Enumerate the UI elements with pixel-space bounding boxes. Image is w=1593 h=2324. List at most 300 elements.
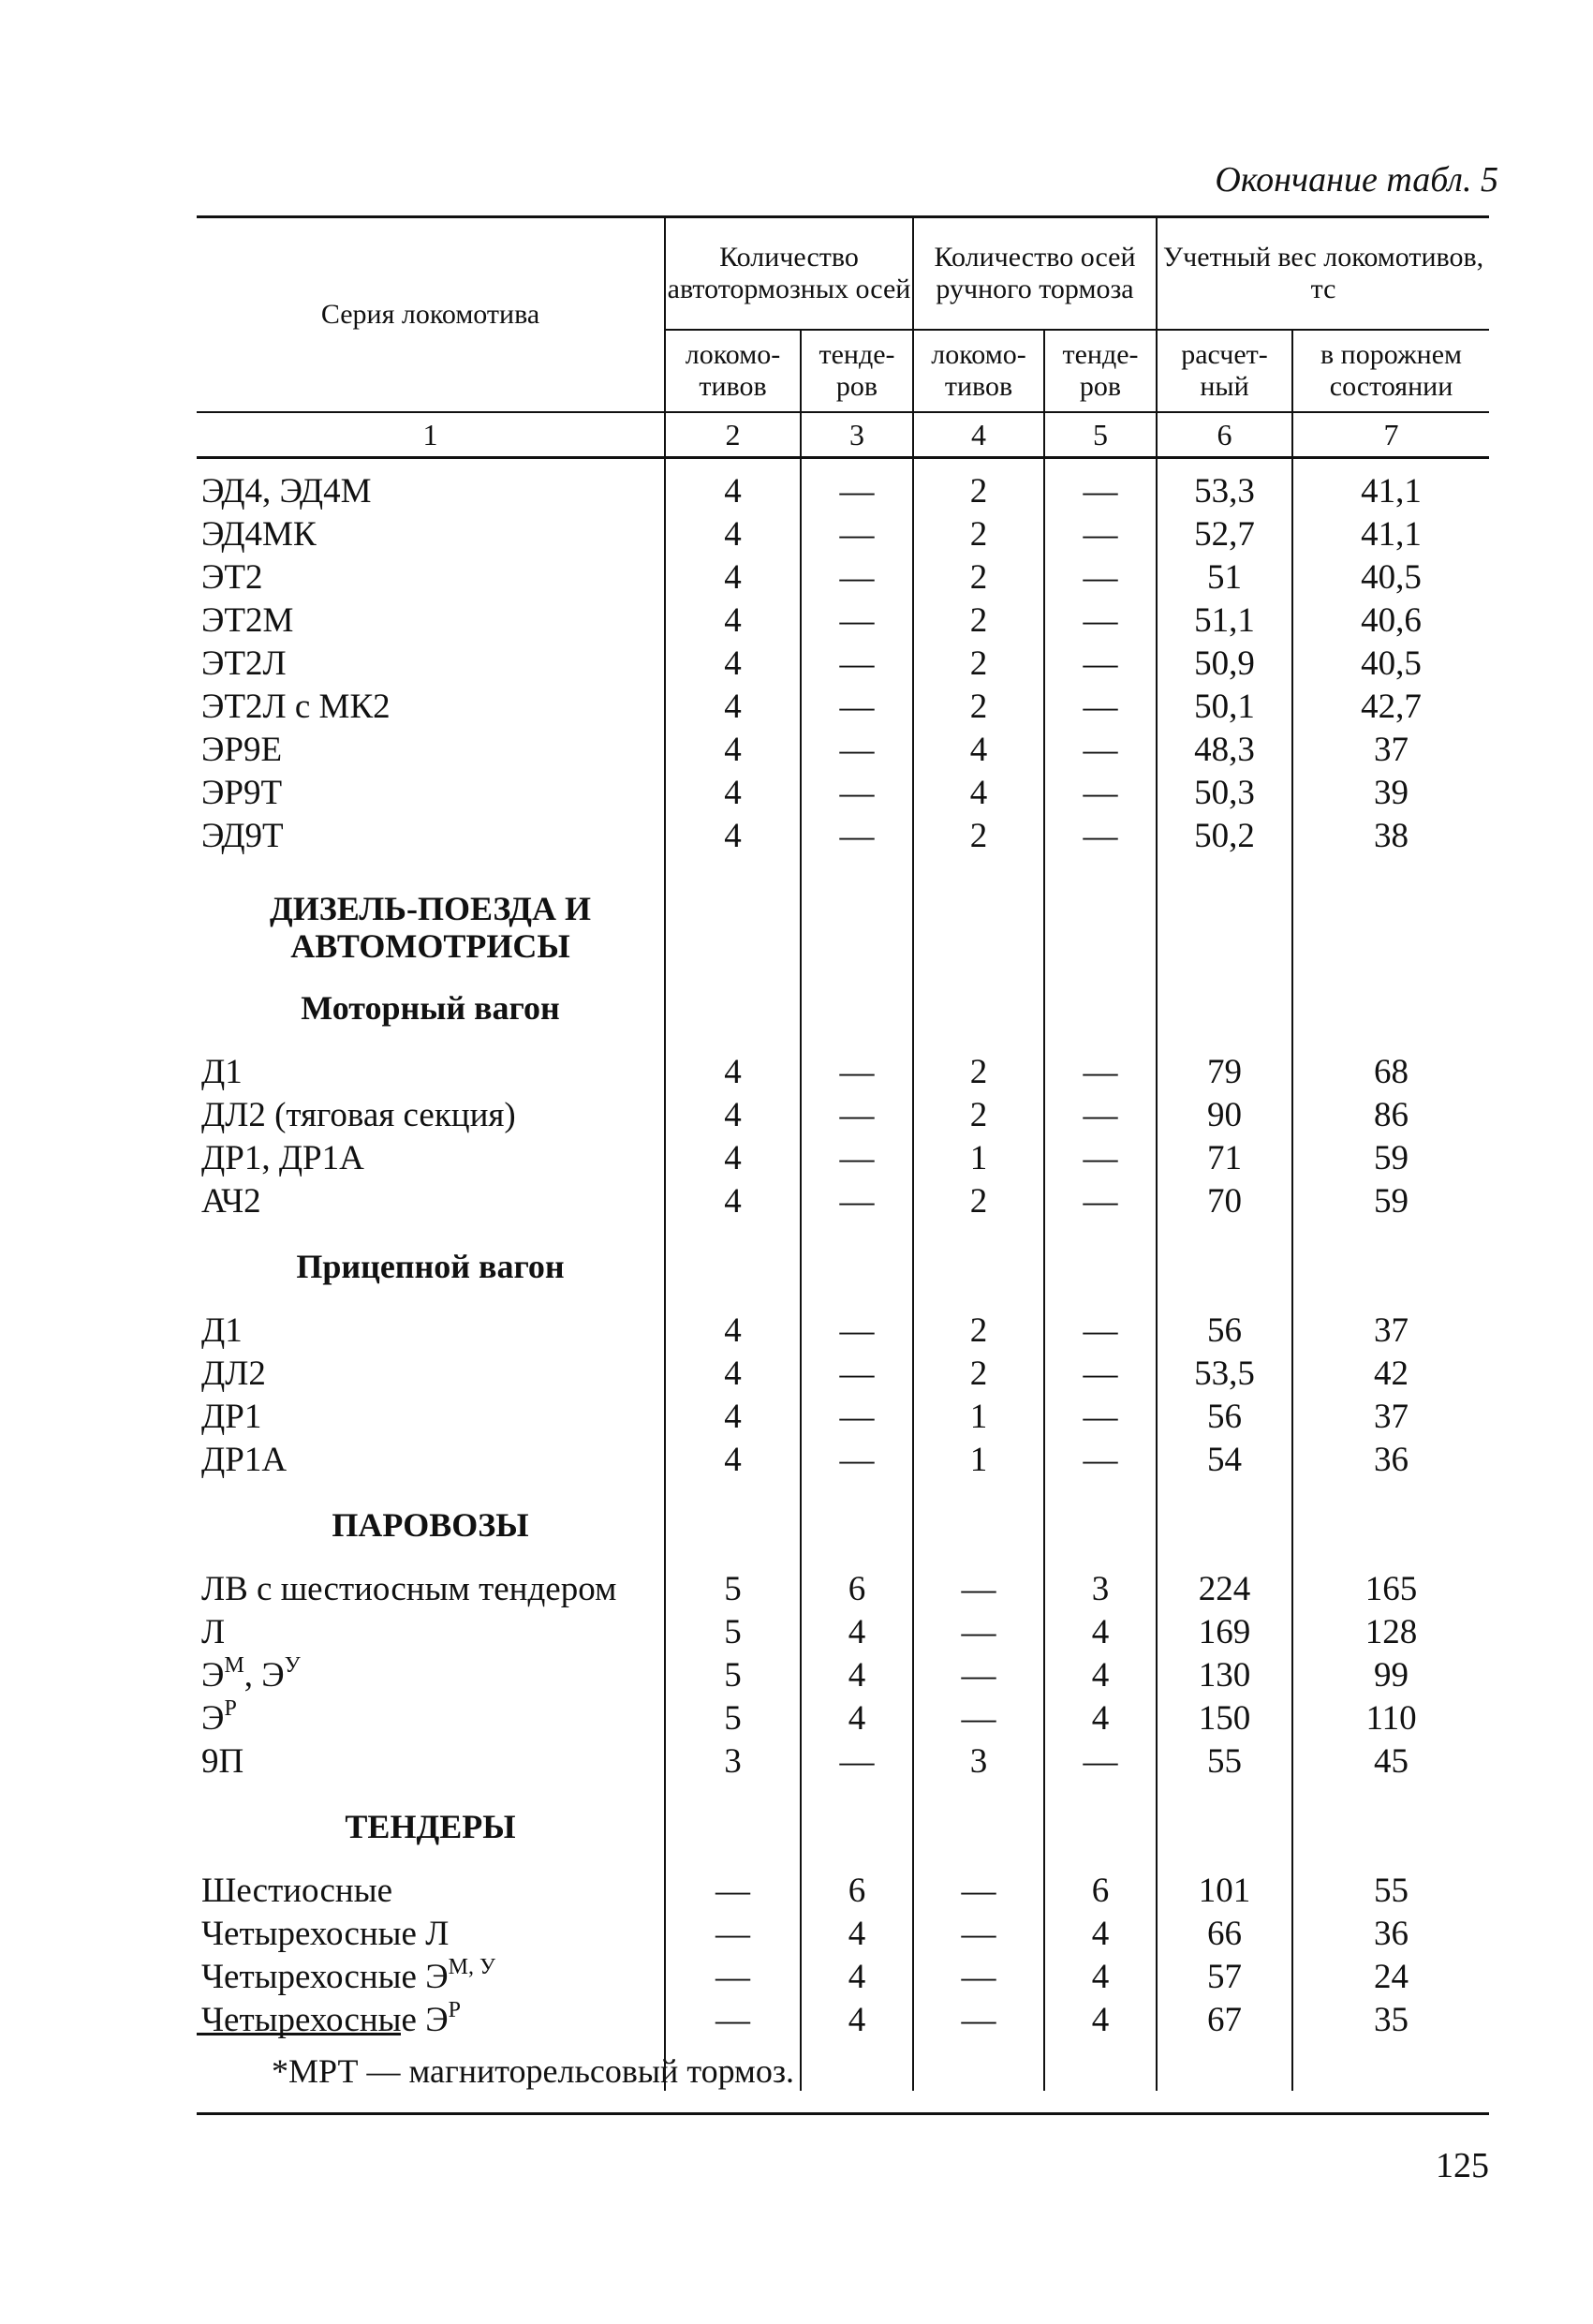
table-row — [197, 1094, 1489, 1137]
value-cell: — — [913, 1557, 1044, 1611]
empty-cell — [665, 858, 801, 965]
value-cell: — — [665, 1956, 801, 1999]
value-cell: 2 — [913, 600, 1044, 643]
empty-cell — [801, 1784, 913, 1858]
value-cell: 39 — [1292, 772, 1489, 815]
series-name-text: ДЛ2 (тяговая секция) — [201, 1096, 516, 1134]
series-name-text: ДЛ2 — [201, 1354, 266, 1393]
column-number: 3 — [801, 412, 913, 458]
table-row — [197, 1137, 1489, 1180]
series-name — [197, 1094, 665, 1137]
series-name — [197, 1858, 665, 1913]
value-cell: — — [801, 686, 913, 729]
series-name-text: Э — [201, 1656, 225, 1695]
series-name — [197, 1137, 665, 1180]
series-name — [197, 815, 665, 858]
series-name-text: АЧ2 — [201, 1182, 261, 1221]
value-cell: 48,3 — [1157, 729, 1292, 772]
series-name-text: ДР1А — [201, 1441, 288, 1479]
table-row — [197, 513, 1489, 556]
page-number: 125 — [1436, 2146, 1489, 2185]
value-cell: — — [801, 600, 913, 643]
value-cell: 2 — [913, 513, 1044, 556]
value-cell: 4 — [665, 1396, 801, 1439]
value-cell: — — [1044, 643, 1157, 686]
value-cell: — — [913, 1999, 1044, 2091]
value-cell: 5 — [665, 1611, 801, 1654]
empty-cell — [801, 965, 913, 1040]
series-name — [197, 1697, 665, 1740]
locomotive-data-table — [197, 215, 1489, 2091]
value-cell: 55 — [1157, 1740, 1292, 1784]
value-cell: 4 — [665, 1298, 801, 1353]
empty-cell — [665, 965, 801, 1040]
series-name-text: ЭД9Т — [201, 817, 284, 855]
value-cell: 38 — [1292, 815, 1489, 858]
value-cell: 5 — [665, 1557, 801, 1611]
value-cell: — — [1044, 1094, 1157, 1137]
header-tender: тенде-ров — [801, 330, 913, 412]
series-name — [197, 513, 665, 556]
value-cell: 2 — [913, 1094, 1044, 1137]
series-name — [197, 1956, 665, 1999]
value-cell: — — [1044, 1396, 1157, 1439]
section-heading-row — [197, 965, 1489, 1040]
table-row — [197, 1557, 1489, 1611]
superscript: Р — [448, 1997, 461, 2022]
value-cell: 2 — [913, 458, 1044, 514]
series-name-text: ЭТ2 — [201, 558, 263, 597]
value-cell: 224 — [1157, 1557, 1292, 1611]
empty-cell — [1292, 858, 1489, 965]
empty-cell — [665, 1784, 801, 1858]
value-cell: — — [801, 1298, 913, 1353]
value-cell: — — [801, 458, 913, 514]
value-cell: 4 — [665, 600, 801, 643]
section-heading: ПАРОВОЗЫ — [332, 1506, 529, 1544]
empty-cell — [665, 1482, 801, 1557]
value-cell: — — [1044, 458, 1157, 514]
value-cell: 6 — [801, 1858, 913, 1913]
value-cell: — — [801, 772, 913, 815]
value-cell: — — [913, 1913, 1044, 1956]
empty-cell — [1292, 1784, 1489, 1858]
footnote-rule — [197, 2033, 401, 2035]
value-cell: — — [801, 556, 913, 600]
column-number: 4 — [913, 412, 1044, 458]
empty-cell — [1292, 965, 1489, 1040]
value-cell: — — [1044, 1353, 1157, 1396]
empty-cell — [1044, 858, 1157, 965]
table-row — [197, 643, 1489, 686]
value-cell: 59 — [1292, 1137, 1489, 1180]
value-cell: 169 — [1157, 1611, 1292, 1654]
value-cell: — — [1044, 556, 1157, 600]
series-name — [197, 1654, 665, 1697]
value-cell: 4 — [665, 1094, 801, 1137]
empty-cell — [1044, 1482, 1157, 1557]
value-cell: — — [801, 1740, 913, 1784]
value-cell: 4 — [801, 1999, 913, 2091]
value-cell: 68 — [1292, 1040, 1489, 1094]
table-row — [197, 772, 1489, 815]
value-cell: 86 — [1292, 1094, 1489, 1137]
empty-cell — [913, 965, 1044, 1040]
value-cell: 4 — [665, 1180, 801, 1223]
empty-cell — [1044, 1223, 1157, 1298]
value-cell: 36 — [1292, 1913, 1489, 1956]
value-cell: — — [801, 513, 913, 556]
value-cell: 51 — [1157, 556, 1292, 600]
value-cell: 4 — [801, 1956, 913, 1999]
table-continuation-heading: Окончание табл. 5 — [1215, 160, 1498, 200]
value-cell: 2 — [913, 815, 1044, 858]
value-cell: — — [801, 1137, 913, 1180]
value-cell: — — [1044, 729, 1157, 772]
empty-cell — [801, 1223, 913, 1298]
series-name — [197, 643, 665, 686]
empty-cell — [1157, 858, 1292, 965]
value-cell: — — [1044, 1137, 1157, 1180]
empty-cell — [1157, 1784, 1292, 1858]
value-cell: 42 — [1292, 1353, 1489, 1396]
value-cell: 3 — [913, 1740, 1044, 1784]
value-cell: 2 — [913, 1180, 1044, 1223]
header-series: Серия локомотива — [197, 217, 665, 413]
value-cell: 41,1 — [1292, 458, 1489, 514]
value-cell: 4 — [1044, 1697, 1157, 1740]
value-cell: — — [801, 1353, 913, 1396]
bottom-rule — [197, 2112, 1489, 2115]
table-row — [197, 458, 1489, 514]
value-cell: 35 — [1292, 1999, 1489, 2091]
value-cell: 50,1 — [1157, 686, 1292, 729]
empty-cell — [913, 858, 1044, 965]
value-cell: — — [1044, 1180, 1157, 1223]
series-name — [197, 1557, 665, 1611]
value-cell: — — [1044, 600, 1157, 643]
series-name-text: ЭР9Т — [201, 774, 283, 812]
value-cell: 40,6 — [1292, 600, 1489, 643]
value-cell: 2 — [913, 686, 1044, 729]
superscript: М — [224, 1652, 244, 1678]
value-cell: — — [801, 1180, 913, 1223]
value-cell: 42,7 — [1292, 686, 1489, 729]
value-cell: 52,7 — [1157, 513, 1292, 556]
series-name — [197, 1611, 665, 1654]
series-name-text: ЭТ2М — [201, 601, 294, 640]
value-cell: — — [913, 1858, 1044, 1913]
series-name-text: Э — [201, 1699, 225, 1738]
value-cell: 59 — [1292, 1180, 1489, 1223]
column-number: 1 — [197, 412, 665, 458]
value-cell: — — [1044, 1298, 1157, 1353]
value-cell: 37 — [1292, 729, 1489, 772]
value-cell: 36 — [1292, 1439, 1489, 1482]
value-cell: — — [1044, 513, 1157, 556]
section-heading-row — [197, 1482, 1489, 1557]
header-auto-brake-axles: Количество автотормозных осей — [665, 217, 913, 331]
table-row — [197, 686, 1489, 729]
table-row — [197, 1913, 1489, 1956]
value-cell: 50,2 — [1157, 815, 1292, 858]
table-row — [197, 1180, 1489, 1223]
series-name-text: 9П — [201, 1742, 244, 1781]
value-cell: 4 — [801, 1697, 913, 1740]
value-cell: 50,9 — [1157, 643, 1292, 686]
value-cell: 1 — [913, 1396, 1044, 1439]
empty-cell — [801, 858, 913, 965]
value-cell: 4 — [1044, 1611, 1157, 1654]
value-cell: 4 — [665, 772, 801, 815]
value-cell: 2 — [913, 643, 1044, 686]
series-name-text: Четырехосные Э — [201, 1958, 449, 1996]
series-name-text: Четырехосные Э — [201, 2001, 449, 2039]
value-cell: 2 — [913, 1298, 1044, 1353]
value-cell: 4 — [801, 1611, 913, 1654]
value-cell: 4 — [665, 458, 801, 514]
series-name — [197, 1740, 665, 1784]
value-cell: 4 — [665, 556, 801, 600]
table-row — [197, 1396, 1489, 1439]
series-name-text: ДР1, ДР1А — [201, 1139, 364, 1177]
series-name-text: Д1 — [201, 1053, 243, 1091]
table-row — [197, 1956, 1489, 1999]
section-heading: ТЕНДЕРЫ — [345, 1808, 516, 1845]
value-cell: 41,1 — [1292, 513, 1489, 556]
series-name-text: ЭД4, ЭД4М — [201, 472, 372, 511]
value-cell: — — [801, 729, 913, 772]
value-cell: 3 — [665, 1740, 801, 1784]
empty-cell — [1044, 1784, 1157, 1858]
value-cell: 37 — [1292, 1298, 1489, 1353]
value-cell: 4 — [665, 643, 801, 686]
value-cell: — — [1044, 815, 1157, 858]
series-name-text: Д1 — [201, 1311, 243, 1350]
value-cell: — — [801, 1439, 913, 1482]
table-row — [197, 1040, 1489, 1094]
table-row — [197, 600, 1489, 643]
table-row — [197, 1740, 1489, 1784]
value-cell: 4 — [665, 513, 801, 556]
series-name — [197, 1040, 665, 1094]
table-row — [197, 815, 1489, 858]
value-cell: 4 — [1044, 1654, 1157, 1697]
value-cell: 5 — [665, 1697, 801, 1740]
series-name — [197, 1353, 665, 1396]
header-loco: локомо-тивов — [913, 330, 1044, 412]
value-cell: 66 — [1157, 1913, 1292, 1956]
value-cell: 150 — [1157, 1697, 1292, 1740]
table-row — [197, 1439, 1489, 1482]
series-name — [197, 686, 665, 729]
value-cell: 2 — [913, 556, 1044, 600]
value-cell: 4 — [665, 1353, 801, 1396]
series-name — [197, 729, 665, 772]
empty-cell — [801, 1482, 913, 1557]
value-cell: 53,5 — [1157, 1353, 1292, 1396]
empty-cell — [1292, 1482, 1489, 1557]
series-name — [197, 556, 665, 600]
table-body — [197, 458, 1489, 2092]
section-heading-row — [197, 858, 1489, 965]
value-cell: — — [913, 1697, 1044, 1740]
value-cell: 4 — [801, 1913, 913, 1956]
header-tender: тенде-ров — [1044, 330, 1157, 412]
series-name — [197, 1396, 665, 1439]
empty-cell — [913, 1784, 1044, 1858]
value-cell: 4 — [801, 1654, 913, 1697]
series-name — [197, 1180, 665, 1223]
value-cell: 57 — [1157, 1956, 1292, 1999]
value-cell: 110 — [1292, 1697, 1489, 1740]
value-cell: — — [1044, 1439, 1157, 1482]
value-cell: 79 — [1157, 1040, 1292, 1094]
value-cell: 40,5 — [1292, 643, 1489, 686]
value-cell: 40,5 — [1292, 556, 1489, 600]
empty-cell — [1292, 1223, 1489, 1298]
empty-cell — [1157, 1223, 1292, 1298]
series-name — [197, 600, 665, 643]
value-cell: 70 — [1157, 1180, 1292, 1223]
value-cell: 4 — [665, 729, 801, 772]
table-row — [197, 1353, 1489, 1396]
section-heading-row — [197, 1223, 1489, 1298]
value-cell: 4 — [665, 815, 801, 858]
series-name-text: Шестиосные — [201, 1872, 392, 1910]
table-row — [197, 1858, 1489, 1913]
superscript: М, У — [448, 1954, 495, 1979]
value-cell: 90 — [1157, 1094, 1292, 1137]
table-row — [197, 1654, 1489, 1697]
value-cell: — — [801, 815, 913, 858]
column-number: 5 — [1044, 412, 1157, 458]
value-cell: 4 — [665, 686, 801, 729]
column-number: 2 — [665, 412, 801, 458]
value-cell: 4 — [665, 1439, 801, 1482]
section-heading-row — [197, 1784, 1489, 1858]
empty-cell — [665, 1223, 801, 1298]
value-cell: 56 — [1157, 1298, 1292, 1353]
value-cell: — — [913, 1611, 1044, 1654]
superscript: Р — [224, 1695, 237, 1721]
series-name-text: ЭД4МК — [201, 515, 317, 554]
value-cell: 99 — [1292, 1654, 1489, 1697]
table-row — [197, 1697, 1489, 1740]
value-cell: 4 — [913, 772, 1044, 815]
header-weight: Учетный вес локомотивов, тс — [1157, 217, 1489, 331]
header-hand-brake-axles: Количество осей ручного тормоза — [913, 217, 1157, 331]
value-cell: — — [913, 1654, 1044, 1697]
value-cell: 45 — [1292, 1740, 1489, 1784]
value-cell: 2 — [913, 1353, 1044, 1396]
value-cell: 24 — [1292, 1956, 1489, 1999]
empty-cell — [1157, 965, 1292, 1040]
value-cell: 53,3 — [1157, 458, 1292, 514]
value-cell: 54 — [1157, 1439, 1292, 1482]
value-cell: 71 — [1157, 1137, 1292, 1180]
series-name-text: , Э — [243, 1656, 285, 1695]
value-cell: 101 — [1157, 1858, 1292, 1913]
series-name — [197, 1913, 665, 1956]
series-name-text: ЭР9Е — [201, 731, 283, 769]
value-cell: — — [801, 1040, 913, 1094]
header-empty-weight: в порожнем состоянии — [1292, 330, 1489, 412]
section-heading: Прицепной вагон — [296, 1248, 565, 1285]
footnote: *МРТ — магниторельсовый тормоз. — [272, 2052, 795, 2090]
table-row — [197, 556, 1489, 600]
value-cell: — — [801, 1094, 913, 1137]
value-cell: 3 — [1044, 1557, 1157, 1611]
value-cell: 1 — [913, 1439, 1044, 1482]
series-name-text: ДР1 — [201, 1398, 262, 1436]
superscript: У — [284, 1652, 301, 1678]
value-cell: 4 — [1044, 1956, 1157, 1999]
column-number: 7 — [1292, 412, 1489, 458]
value-cell: — — [1044, 1740, 1157, 1784]
series-name — [197, 1439, 665, 1482]
series-name-text: Л — [201, 1613, 226, 1651]
series-name-text: Четырехосные Л — [201, 1915, 450, 1953]
value-cell: 128 — [1292, 1611, 1489, 1654]
value-cell: — — [1044, 1040, 1157, 1094]
column-number: 6 — [1157, 412, 1292, 458]
value-cell: 165 — [1292, 1557, 1489, 1611]
header-loco: локомо-тивов — [665, 330, 801, 412]
table-row — [197, 1611, 1489, 1654]
value-cell: 50,3 — [1157, 772, 1292, 815]
series-name — [197, 458, 665, 514]
series-name-text: ЛВ с шестиосным тендером — [201, 1570, 617, 1608]
value-cell: — — [665, 1858, 801, 1913]
section-heading: ДИЗЕЛЬ-ПОЕЗДА И АВТОМОТРИСЫ — [270, 890, 591, 965]
value-cell: — — [1044, 686, 1157, 729]
value-cell: — — [913, 1956, 1044, 1999]
series-name-text: ЭТ2Л — [201, 644, 287, 683]
series-name — [197, 772, 665, 815]
series-name — [197, 1298, 665, 1353]
value-cell: 4 — [913, 729, 1044, 772]
empty-cell — [913, 1223, 1044, 1298]
value-cell: 2 — [913, 1040, 1044, 1094]
value-cell: 37 — [1292, 1396, 1489, 1439]
table-row — [197, 729, 1489, 772]
value-cell: — — [665, 1999, 801, 2091]
value-cell: — — [801, 643, 913, 686]
value-cell: 67 — [1157, 1999, 1292, 2091]
value-cell: 130 — [1157, 1654, 1292, 1697]
value-cell: 4 — [1044, 1913, 1157, 1956]
value-cell: 5 — [665, 1654, 801, 1697]
value-cell: 55 — [1292, 1858, 1489, 1913]
section-heading: Моторный вагон — [301, 989, 560, 1027]
value-cell: — — [801, 1396, 913, 1439]
value-cell: 1 — [913, 1137, 1044, 1180]
value-cell: 51,1 — [1157, 600, 1292, 643]
value-cell: 4 — [1044, 1999, 1157, 2091]
empty-cell — [913, 1482, 1044, 1557]
empty-cell — [1044, 965, 1157, 1040]
value-cell: — — [665, 1913, 801, 1956]
empty-cell — [1157, 1482, 1292, 1557]
value-cell: — — [1044, 772, 1157, 815]
value-cell: 6 — [801, 1557, 913, 1611]
value-cell: 4 — [665, 1137, 801, 1180]
value-cell: 56 — [1157, 1396, 1292, 1439]
header-calc-weight: расчет-ный — [1157, 330, 1292, 412]
value-cell: 4 — [665, 1040, 801, 1094]
table-row — [197, 1298, 1489, 1353]
